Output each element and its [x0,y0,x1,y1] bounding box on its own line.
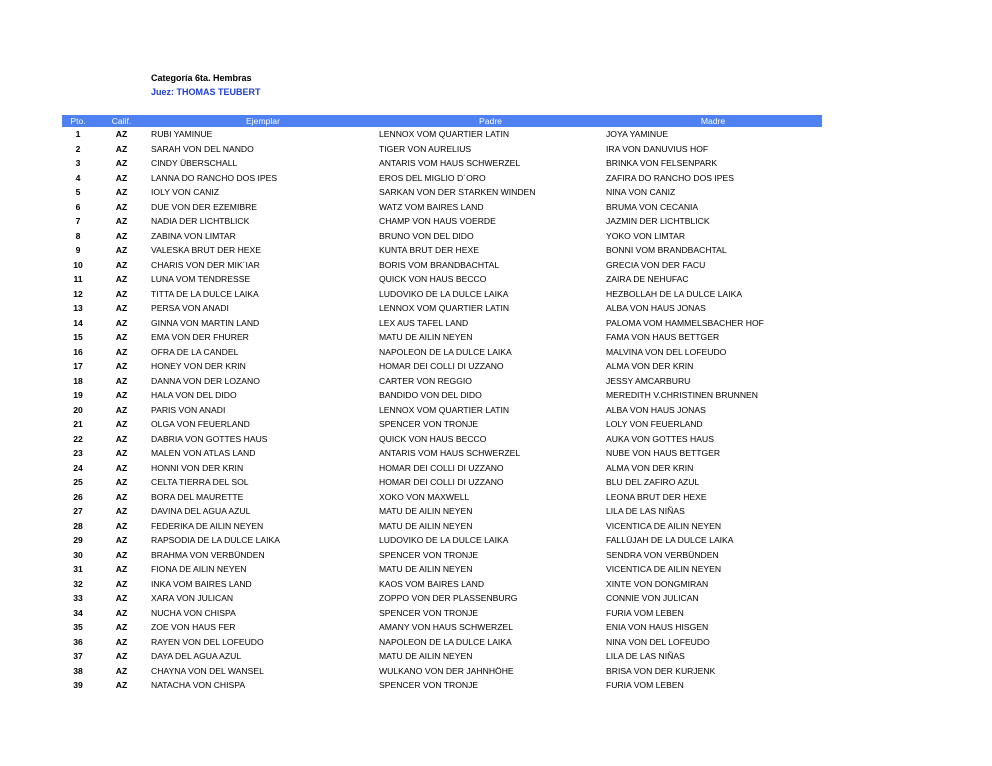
cell-specimen: FEDERIKA DE AILIN NEYEN [151,520,264,531]
table-row [62,490,822,505]
cell-position: 26 [73,491,83,502]
cell-specimen: GINNA VON MARTIN LAND [151,317,260,328]
cell-position: 6 [75,201,81,212]
column-header-madre: Madre [604,115,822,127]
cell-rating: AZ [115,303,128,313]
cell-sire: LEX AUS TAFEL LAND [379,317,469,328]
cell-position: 2 [75,143,81,154]
cell-dam: XINTE VON DONGMIRAN [606,578,709,589]
cell-dam: NINA VON CANIZ [606,187,676,197]
cell-sire: MATU DE AILIN NEYEN [379,651,473,661]
cell-dam: PALOMA VOM HAMMELSBACHER HOF [606,317,764,328]
table-row [62,635,822,650]
cell-sire: BRUNO VON DEL DIDO [379,230,474,241]
cell-rating: AZ [115,477,128,487]
cell-sire: XOKO VON MAXWELL [379,491,470,502]
cell-specimen: OLGA VON FEUERLAND [151,419,250,429]
table-row [62,200,822,215]
cell-position: 37 [73,651,83,661]
table-row [62,185,822,200]
cell-specimen: DAYA DEL AGUA AZUL [151,651,242,661]
cell-dam: SENDRA VON VERBÜNDEN [606,549,719,560]
cell-position: 29 [73,535,83,545]
cell-rating: AZ [115,549,128,560]
judge-name: Juez: THOMAS TEUBERT [151,87,261,97]
table-row [62,577,822,592]
cell-position: 22 [73,433,83,444]
cell-specimen: LUNA VOM TENDRESSE [151,274,251,284]
cell-dam: JOYA YAMINUE [606,129,669,139]
cell-sire: QUICK VON HAUS BECCO [379,274,487,284]
table-row [62,229,822,244]
cell-dam: JAZMIN DER LICHTBLICK [606,216,710,226]
cell-position: 23 [73,448,83,458]
cell-dam: ZAFIRA DO RANCHO DOS IPES [606,172,734,183]
cell-position: 25 [73,477,83,487]
cell-rating: AZ [115,172,128,183]
cell-position: 12 [73,288,83,299]
cell-specimen: LANNA DO RANCHO DOS IPES [151,172,278,183]
cell-sire: QUICK VON HAUS BECCO [379,433,487,444]
table-row [62,649,822,664]
cell-dam: LILA DE LAS NIÑAS [606,651,685,661]
table-row [62,345,822,360]
cell-position: 11 [73,274,83,284]
table-row [62,519,822,534]
cell-dam: ALMA VON DER KRIN [606,361,694,371]
cell-rating: AZ [115,607,128,618]
table-row [62,548,822,563]
cell-sire: MATU DE AILIN NEYEN [379,520,473,531]
cell-specimen: SARAH VON DEL NANDO [151,143,254,154]
category-title: Categoría 6ta. Hembras [151,73,252,83]
cell-position: 27 [73,506,83,516]
cell-dam: ENIA VON HAUS HISGEN [606,622,709,632]
cell-position: 13 [73,303,83,313]
cell-sire: BORIS VOM BRANDBACHTAL [379,259,500,270]
table-row [62,330,822,345]
results-body [62,127,822,693]
cell-rating: AZ [115,636,128,647]
cell-position: 17 [73,361,83,371]
cell-specimen: DAVINA DEL AGUA AZUL [151,506,251,516]
cell-rating: AZ [115,129,128,139]
cell-rating: AZ [115,187,128,197]
cell-rating: AZ [115,404,128,415]
cell-dam: ALBA VON HAUS JONAS [606,303,706,313]
table-row [62,475,822,490]
table-row [62,127,822,142]
cell-sire: HOMAR DEI COLLI DI UZZANO [379,361,504,371]
table-row [62,359,822,374]
cell-position: 9 [75,245,81,255]
cell-position: 34 [73,607,83,618]
cell-rating: AZ [115,245,128,255]
cell-rating: AZ [115,665,128,676]
cell-dam: HEZBOLLAH DE LA DULCE LAIKA [606,288,743,299]
cell-sire: SPENCER VON TRONJE [379,680,479,690]
table-row [62,533,822,548]
cell-rating: AZ [115,520,128,531]
table-row [62,316,822,331]
table-row [62,287,822,302]
cell-dam: FURIA VOM LEBEN [606,607,684,618]
table-row [62,606,822,621]
cell-specimen: XARA VON JULICAN [151,593,234,603]
table-row [62,258,822,273]
cell-rating: AZ [115,535,128,545]
cell-position: 1 [75,129,81,139]
cell-sire: MATU DE AILIN NEYEN [379,506,473,516]
cell-rating: AZ [115,578,128,589]
cell-rating: AZ [115,419,128,429]
cell-sire: SARKAN VON DER STARKEN WINDEN [379,187,536,197]
cell-rating: AZ [115,143,128,154]
cell-specimen: FIONA DE AILIN NEYEN [151,564,247,574]
cell-position: 31 [73,564,83,574]
cell-dam: BRUMA VON CECANIA [606,201,699,212]
cell-specimen: NADIA DER LICHTBLICK [151,216,250,226]
cell-position: 32 [73,578,83,589]
cell-rating: AZ [115,390,128,400]
cell-dam: JESSY AMCARBURU [606,375,691,386]
column-header-pto: Pto. [62,115,94,127]
cell-position: 3 [75,158,81,168]
cell-specimen: HALA VON DEL DIDO [151,390,237,400]
cell-sire: TIGER VON AURELIUS [379,143,472,154]
table-row [62,214,822,229]
cell-rating: AZ [115,506,128,516]
cell-specimen: EMA VON DER FHURER [151,332,249,342]
cell-specimen: RAYEN VON DEL LOFEUDO [151,636,264,647]
cell-dam: LOLY VON FEUERLAND [606,419,703,429]
cell-specimen: ZOE VON HAUS FER [151,622,236,632]
cell-sire: KUNTA BRUT DER HEXE [379,245,479,255]
table-row [62,678,822,693]
cell-specimen: HONEY VON DER KRIN [151,361,246,371]
cell-dam: CONNIE VON JULICAN [606,593,699,603]
table-row [62,374,822,389]
cell-position: 8 [75,230,81,241]
table-row [62,461,822,476]
cell-sire: EROS DEL MIGLIO D´ORO [379,172,486,183]
cell-sire: BANDIDO VON DEL DIDO [379,390,482,400]
table-row [62,432,822,447]
cell-sire: WULKANO VON DER JAHNHÖHE [379,665,514,676]
cell-specimen: CHARIS VON DER MIK´IAR [151,259,260,270]
cell-sire: CARTER VON REGGIO [379,375,472,386]
cell-specimen: DUE VON DER EZEMIBRE [151,201,258,212]
cell-sire: LENNOX VOM QUARTIER LATIN [379,303,510,313]
cell-dam: VICENTICA DE AILIN NEYEN [606,520,722,531]
cell-rating: AZ [115,216,128,226]
cell-rating: AZ [115,346,128,357]
cell-specimen: BRAHMA VON VERBÜNDEN [151,549,265,560]
cell-specimen: HONNI VON DER KRIN [151,462,244,473]
cell-dam: BRINKA VON FELSENPARK [606,158,718,168]
cell-rating: AZ [115,274,128,284]
cell-sire: NAPOLEON DE LA DULCE LAIKA [379,346,512,357]
table-row [62,171,822,186]
cell-dam: NUBE VON HAUS BETTGER [606,448,721,458]
cell-position: 28 [73,520,83,531]
cell-sire: AMANY VON HAUS SCHWERZEL [379,622,514,632]
cell-specimen: CHAYNA VON DEL WANSEL [151,665,264,676]
cell-position: 21 [73,419,83,429]
cell-specimen: NUCHA VON CHISPA [151,607,236,618]
cell-dam: LEONA BRUT DER HEXE [606,491,707,502]
cell-specimen: BORA DEL MAURETTE [151,491,244,502]
cell-rating: AZ [115,433,128,444]
cell-dam: GRECIA VON DER FACU [606,259,706,270]
cell-position: 39 [73,680,83,690]
cell-specimen: RAPSODIA DE LA DULCE LAIKA [151,535,280,545]
cell-sire: KAOS VOM BAIRES LAND [379,578,485,589]
cell-rating: AZ [115,361,128,371]
cell-position: 33 [73,593,83,603]
cell-position: 24 [73,462,83,473]
cell-sire: SPENCER VON TRONJE [379,549,479,560]
cell-specimen: RUBI YAMINUE [151,129,213,139]
cell-position: 35 [73,622,83,632]
cell-specimen: IOLY VON CANIZ [151,187,219,197]
column-header-calif: Calif. [94,115,149,127]
cell-sire: LUDOVIKO DE LA DULCE LAIKA [379,288,509,299]
table-row [62,446,822,461]
table-row [62,388,822,403]
table-row [62,403,822,418]
cell-sire: SPENCER VON TRONJE [379,607,479,618]
cell-position: 10 [73,259,83,270]
cell-dam: ALMA VON DER KRIN [606,462,694,473]
cell-rating: AZ [115,622,128,632]
cell-sire: MATU DE AILIN NEYEN [379,564,473,574]
cell-dam: ZAIRA DE NEHUFAC [606,274,689,284]
cell-position: 30 [73,549,83,560]
cell-position: 7 [75,216,81,226]
cell-rating: AZ [115,462,128,473]
cell-dam: FALLÜJAH DE LA DULCE LAIKA [606,535,734,545]
cell-dam: VICENTICA DE AILIN NEYEN [606,564,722,574]
cell-rating: AZ [115,564,128,574]
table-row [62,272,822,287]
cell-dam: LILA DE LAS NIÑAS [606,506,685,516]
cell-sire: MATU DE AILIN NEYEN [379,332,473,342]
table-row [62,664,822,679]
cell-dam: AUKA VON GOTTES HAUS [606,433,714,444]
table-header-row [62,115,822,127]
cell-rating: AZ [115,158,128,168]
table-row [62,243,822,258]
column-header-padre: Padre [377,115,604,127]
table-row [62,142,822,157]
cell-rating: AZ [115,491,128,502]
cell-dam: NINA VON DEL LOFEUDO [606,636,710,647]
cell-specimen: MALEN VON ATLAS LAND [151,448,256,458]
cell-position: 36 [73,636,83,647]
cell-rating: AZ [115,201,128,212]
cell-dam: MEREDITH V.CHRISTINEN BRUNNEN [606,390,758,400]
cell-rating: AZ [115,332,128,342]
table-row [62,301,822,316]
cell-sire: LENNOX VOM QUARTIER LATIN [379,404,510,415]
cell-position: 14 [73,317,83,328]
cell-rating: AZ [115,317,128,328]
cell-dam: YOKO VON LIMTAR [606,230,686,241]
cell-sire: ANTARIS VOM HAUS SCHWERZEL [379,158,521,168]
cell-sire: CHAMP VON HAUS VOERDE [379,216,496,226]
table-row [62,156,822,171]
cell-sire: SPENCER VON TRONJE [379,419,479,429]
cell-rating: AZ [115,288,128,299]
cell-dam: BRISA VON DER KURJENK [606,665,716,676]
cell-position: 5 [75,187,81,197]
cell-dam: ALBA VON HAUS JONAS [606,404,706,415]
cell-dam: BONNI VOM BRANDBACHTAL [606,245,727,255]
cell-sire: HOMAR DEI COLLI DI UZZANO [379,462,504,473]
cell-rating: AZ [115,259,128,270]
results-table [62,115,822,693]
cell-rating: AZ [115,448,128,458]
cell-rating: AZ [115,593,128,603]
cell-position: 19 [73,390,83,400]
cell-specimen: ZABINA VON LIMTAR [151,230,236,241]
table-row [62,620,822,635]
cell-rating: AZ [115,651,128,661]
cell-sire: LUDOVIKO DE LA DULCE LAIKA [379,535,509,545]
cell-specimen: VALESKA BRUT DER HEXE [151,245,262,255]
cell-rating: AZ [115,230,128,241]
report-header [151,71,261,99]
cell-sire: ANTARIS VOM HAUS SCHWERZEL [379,448,521,458]
cell-specimen: DANNA VON DER LOZANO [151,375,260,386]
cell-position: 4 [75,172,81,183]
table-row [62,504,822,519]
cell-sire: LENNOX VOM QUARTIER LATIN [379,129,510,139]
cell-specimen: PERSA VON ANADI [151,303,229,313]
cell-rating: AZ [115,375,128,386]
cell-dam: FURIA VOM LEBEN [606,680,684,690]
cell-specimen: PARIS VON ANADI [151,404,226,415]
table-row [62,417,822,432]
cell-position: 16 [73,346,83,357]
cell-dam: FAMA VON HAUS BETTGER [606,332,720,342]
cell-specimen: NATACHA VON CHISPA [151,680,246,690]
cell-sire: HOMAR DEI COLLI DI UZZANO [379,477,504,487]
cell-sire: WATZ VOM BAIRES LAND [379,201,484,212]
cell-position: 38 [73,665,83,676]
cell-specimen: OFRA DE LA CANDEL [151,346,239,357]
table-row [62,562,822,577]
table-row [62,591,822,606]
cell-position: 18 [73,375,83,386]
cell-dam: BLU DEL ZAFIRO AZUL [606,477,700,487]
cell-position: 20 [73,404,83,415]
cell-rating: AZ [115,680,128,690]
cell-specimen: CELTA TIERRA DEL SOL [151,477,249,487]
cell-position: 15 [73,332,83,342]
cell-specimen: CINDY ÜBERSCHALL [151,158,238,168]
column-header-ejemplar: Ejemplar [149,115,377,127]
cell-specimen: TITTA DE LA DULCE LAIKA [151,288,259,299]
cell-specimen: DABRIA VON GOTTES HAUS [151,433,268,444]
cell-specimen: INKA VOM BAIRES LAND [151,578,252,589]
cell-sire: NAPOLEON DE LA DULCE LAIKA [379,636,512,647]
cell-sire: ZOPPO VON DER PLASSENBURG [379,593,518,603]
cell-dam: MALVINA VON DEL LOFEUDO [606,346,727,357]
cell-dam: IRA VON DANUVIUS HOF [606,143,709,154]
